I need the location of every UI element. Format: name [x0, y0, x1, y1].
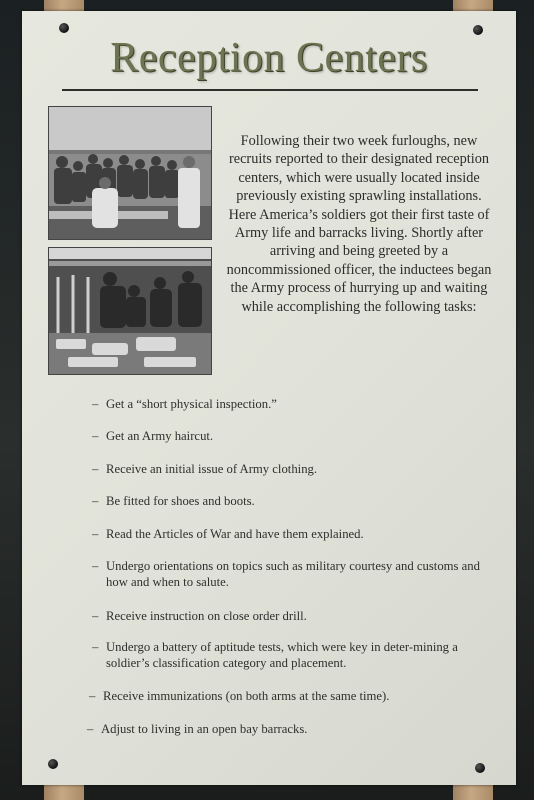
task-text: Get an Army haircut. [106, 429, 214, 443]
bullet-dash: – [92, 559, 99, 573]
task-text: Read the Articles of War and have them explained. [106, 527, 364, 541]
screw-icon [475, 763, 485, 773]
task-text: Receive instruction on close order drill. [106, 609, 307, 623]
intro-paragraph: Following their two week furloughs, new recruits reported to their designated reception centers, which were usually located inside previously existing sprawling installations. Here America’s soldiers got their first taste of Army life and barracks living. Shortly after arriving and being greeted by a noncommissioned officer, the inductees began the Army process of hurrying up and waiting while accomplishing the following tasks: [226, 133, 492, 315]
bullet-dash: – [92, 429, 99, 443]
clothing-issue-photo-image [48, 247, 212, 375]
task-text: Adjust to living in an open bay barracks. [101, 722, 308, 736]
task-text: Undergo orientations on topics such as military courtesy and customs and how and when to salute. [106, 559, 480, 589]
task-text: Receive immunizations (on both arms at the same time). [103, 689, 390, 703]
bullet-dash: – [92, 640, 99, 654]
bullet-dash: – [92, 609, 99, 623]
bullet-dash: – [92, 397, 99, 411]
task-text: Undergo a battery of aptitude tests, which were key in deter-mining a soldier’s classification category and placement. [106, 640, 458, 670]
bullet-dash: – [92, 527, 99, 541]
screw-icon [48, 759, 58, 769]
clothing-issue-photo [48, 247, 212, 375]
recruits-line-photo-image [48, 106, 212, 240]
task-text: Receive an initial issue of Army clothing. [106, 462, 318, 476]
sign-title: Reception Centers [110, 35, 428, 81]
historical-marker-sign [22, 11, 516, 785]
bullet-dash: – [92, 462, 99, 476]
title-underline [62, 89, 478, 91]
bullet-dash: – [92, 494, 99, 508]
task-text: Be fitted for shoes and boots. [106, 494, 255, 508]
bullet-dash: – [89, 689, 96, 703]
recruits-line-photo [48, 106, 212, 240]
task-text: Get a “short physical inspection.” [106, 397, 277, 411]
bullet-dash: – [87, 722, 94, 736]
screw-icon [59, 23, 69, 33]
